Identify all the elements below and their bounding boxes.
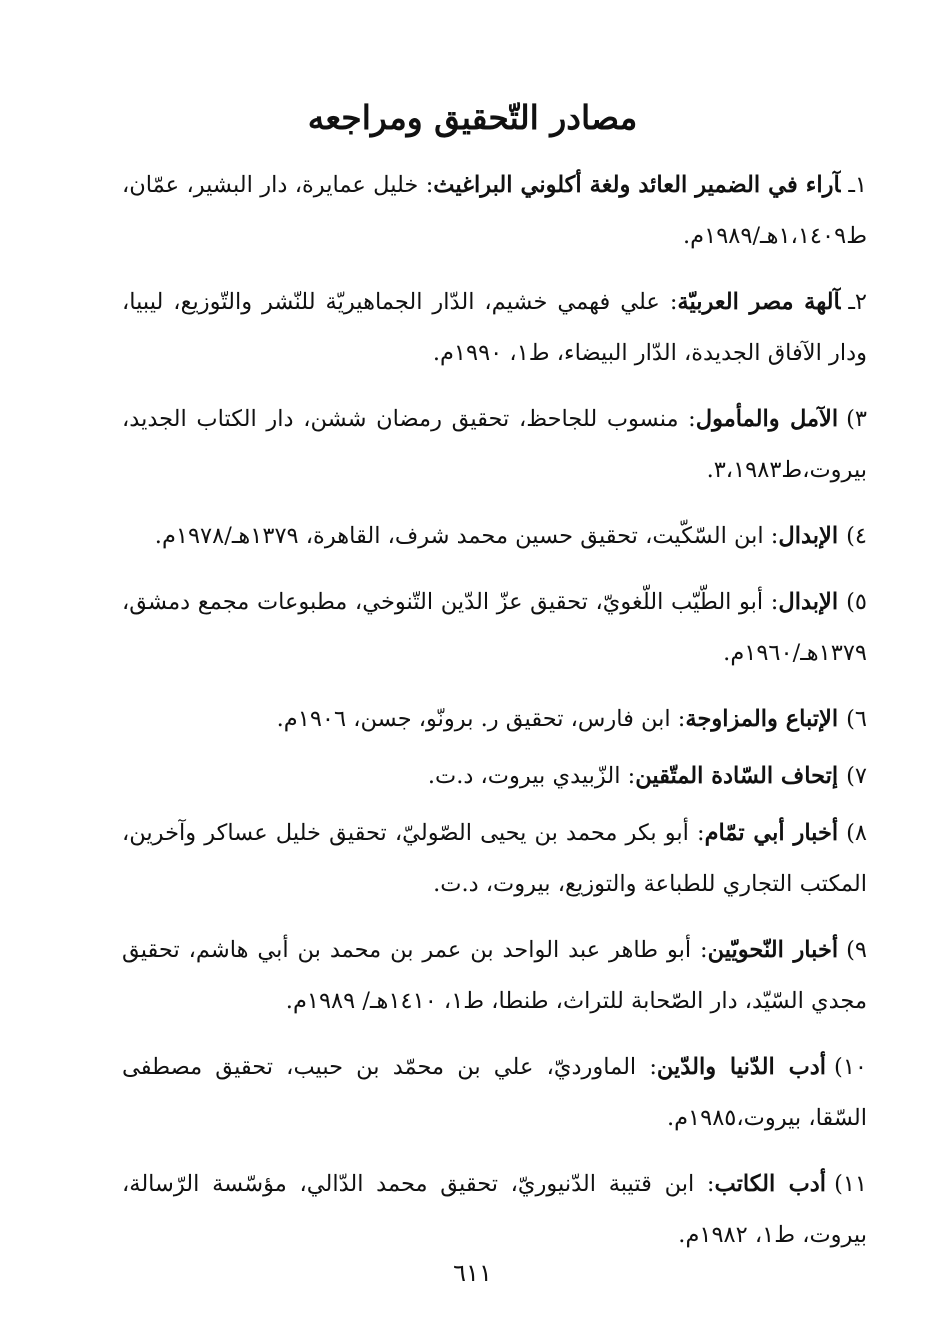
entry-title: آلهة مصر العربيّة	[677, 289, 841, 315]
bibliography-list	[122, 160, 867, 1261]
bibliography-entry	[122, 1042, 867, 1144]
bibliography-entry	[122, 1159, 867, 1261]
entry-number: ٤)	[846, 523, 867, 549]
bibliography-entry	[122, 925, 867, 1027]
entry-title: الإبدال	[778, 589, 839, 615]
entry-title: الآمل والمأمول	[695, 406, 839, 432]
bibliography-entry	[122, 160, 867, 262]
entry-details: : ابن السّكّيت، تحقيق حسين محمد شرف، القاهرة، ١٣٧٩هـ/١٩٧٨م.	[154, 523, 779, 549]
entry-title: الإبدال	[778, 523, 839, 549]
entry-number: ٩)	[846, 937, 867, 963]
entry-details: : ابن قتيبة الدّنيوريّ، تحقيق محمد الدّالي، مؤسّسة الرّسالة، بيروت، ط١، ١٩٨٢م.	[122, 1171, 867, 1248]
entry-details: : أبو الطّيّب اللّغويّ، تحقيق عزّ الدّين التّنوخي، مطبوعات مجمع دمشق، ١٣٧٩هـ/١٩٦٠م.	[122, 589, 867, 666]
entry-title: الإتباع والمزاوجة	[685, 706, 839, 732]
entry-details: : الزّبيدي بيروت، د.ت.	[427, 763, 636, 789]
entry-details: : الماورديّ، علي بن محمّد بن حبيب، تحقيق مصطفى السّقا، بيروت،١٩٨٥م.	[122, 1054, 867, 1131]
entry-details: : علي فهمي خشيم، الدّار الجماهيريّة للنّشر والتّوزيع، ليبيا، ودار الآفاق الجديدة، الدّار البيضاء، ط١، ١٩٩٠م.	[122, 289, 867, 366]
entry-title: أدب الدّنيا والدّين	[656, 1054, 827, 1080]
page-title: مصادر التّحقيق ومراجعه	[307, 98, 638, 137]
bibliography-entry	[122, 277, 867, 379]
entry-title: آراء في الضمير العائد ولغة أكلوني البراغيث	[433, 172, 841, 198]
bibliography-entry	[122, 511, 867, 562]
entry-details: : ابن فارس، تحقيق ر. برونّو، جسن، ١٩٠٦م.	[276, 706, 686, 732]
page-number: ٦١١	[453, 1259, 492, 1287]
entry-number: ٣)	[846, 406, 867, 432]
entry-number: ٥)	[846, 589, 867, 615]
entry-title: أخبار النّحويّين	[707, 937, 839, 963]
entry-title: أدب الكاتب	[714, 1171, 827, 1197]
entry-number: ٨)	[846, 820, 867, 846]
entry-details: : أبو بكر محمد بن يحيى الصّوليّ، تحقيق خليل عساكر وآخرين، المكتب التجاري للطباعة والتوزيع، بيروت، د.ت.	[122, 820, 867, 897]
bibliography-entry	[122, 577, 867, 679]
entry-title: إتحاف السّادة المتّقين	[635, 763, 839, 789]
entry-details: : منسوب للجاحظ، تحقيق رمضان ششن، دار الكتاب الجديد، بيروت،ط٣،١٩٨٣.	[122, 406, 867, 483]
bibliography-entry	[122, 394, 867, 496]
bibliography-entry	[122, 694, 867, 745]
entry-number: ٦)	[846, 706, 867, 732]
entry-title: أخبار أبي تمّام	[704, 820, 839, 846]
entry-number: ١١)	[834, 1171, 868, 1197]
entry-number: ١ـ	[848, 172, 867, 198]
entry-number: ٧)	[846, 763, 867, 789]
entry-number: ١٠)	[834, 1054, 867, 1080]
entry-number: ٢ـ	[848, 289, 867, 315]
entry-details: : أبو طاهر عبد الواحد بن عمر بن محمد بن أبي هاشم، تحقيق مجدي السّيّد، دار الصّحابة للتراث، طنطا، ط١، ١٤١٠هـ/ ١٩٨٩م.	[122, 937, 867, 1014]
entry-details: : خليل عمايرة، دار البشير، عمّان، ط١،١٤٠٩هـ/١٩٨٩م.	[122, 172, 867, 249]
bibliography-entry	[122, 751, 867, 802]
bibliography-entry	[122, 808, 867, 910]
